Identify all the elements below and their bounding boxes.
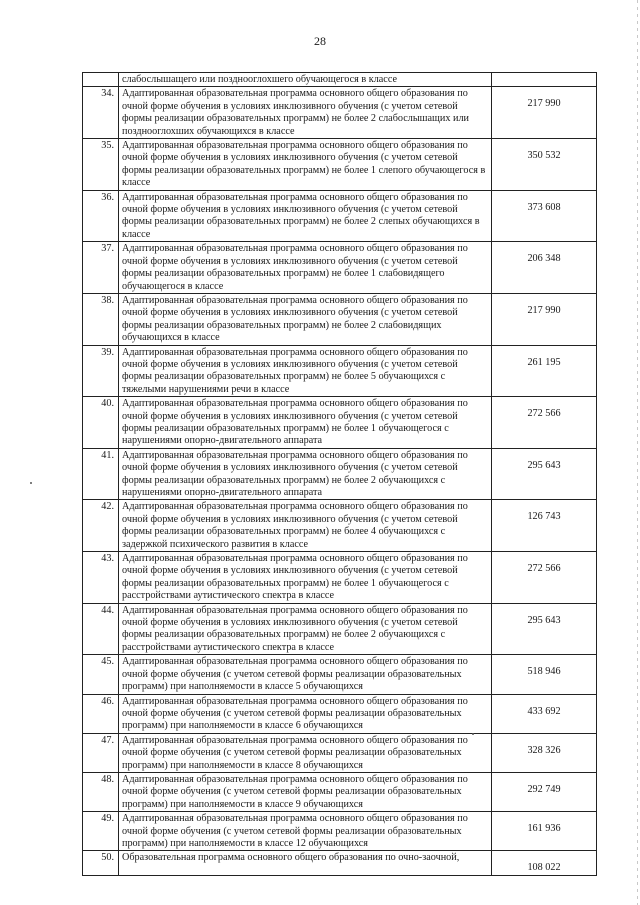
program-description: Адаптированная образовательная программа основного общего образования по очной форме обучения в условиях инклюзивного обучения (с учетом сетевой формы реализации образовательных программ) не более 1 обучающегося с нарушениями опорно-двигательного аппарата — [119, 397, 492, 449]
cost-value — [492, 603, 597, 655]
cost-value — [492, 293, 597, 345]
program-description: Адаптированная образовательная программа основного общего образования по очной форме обучения (с учетом сетевой формы реализации образовательных программ) при наполняемости в классе 9 обучающихся — [119, 772, 492, 811]
program-description: Адаптированная образовательная программа основного общего образования по очной форме обучения (с учетом сетевой формы реализации образовательных программ) при наполняемости в классе 8 обучающихся — [119, 733, 492, 772]
scan-speck — [30, 482, 32, 484]
table-row — [83, 242, 597, 294]
row-number: 42. — [83, 500, 119, 552]
cost-value-text: 161 936 — [527, 823, 561, 835]
page-number: 28 — [314, 34, 326, 48]
table-row — [83, 397, 597, 449]
table-row — [83, 190, 597, 242]
table-row — [83, 655, 597, 694]
table-row — [83, 552, 597, 604]
row-number: 48. — [83, 772, 119, 811]
cost-value — [492, 190, 597, 242]
program-description: Адаптированная образовательная программа основного общего образования по очной форме обучения в условиях инклюзивного обучения (с учетом сетевой формы реализации образовательных программ) не более 4 обучающихся с задержкой психического развития в классе — [119, 500, 492, 552]
cost-value-text: 295 643 — [527, 614, 561, 626]
table-row — [83, 500, 597, 552]
row-number — [83, 73, 119, 87]
row-number: 50. — [83, 851, 119, 875]
cost-value — [492, 772, 597, 811]
table-row — [83, 812, 597, 851]
table-body — [83, 73, 597, 876]
table-row — [83, 603, 597, 655]
cost-value — [492, 139, 597, 191]
tariff-table — [82, 72, 597, 876]
row-number: 37. — [83, 242, 119, 294]
row-number: 44. — [83, 603, 119, 655]
program-description: Адаптированная образовательная программа основного общего образования по очной форме обучения в условиях инклюзивного обучения (с учетом сетевой формы реализации образовательных программ) не более 1 слепого обучающегося в классе — [119, 139, 492, 191]
table-row — [83, 345, 597, 397]
cost-value-text: 272 566 — [527, 408, 561, 420]
cost-value — [492, 694, 597, 733]
cost-value — [492, 397, 597, 449]
program-description: Адаптированная образовательная программа основного общего образования по очной форме обучения в условиях инклюзивного обучения (с учетом сетевой формы реализации образовательных программ) не более 2 обучающихся с нарушениями опорно-двигательного аппарата — [119, 448, 492, 500]
cost-value-text: 126 743 — [527, 511, 561, 523]
table-row — [83, 851, 597, 875]
cost-value — [492, 73, 597, 87]
cost-value-text: 292 749 — [527, 783, 561, 795]
cost-value — [492, 552, 597, 604]
cost-value-text: 295 643 — [527, 459, 561, 471]
table-row — [83, 772, 597, 811]
cost-value — [492, 851, 597, 875]
table-row — [83, 87, 597, 139]
cost-value-text: 217 990 — [527, 98, 561, 110]
table-row — [83, 733, 597, 772]
cost-value-text: 518 946 — [527, 666, 561, 678]
cost-value-text: 433 692 — [527, 705, 561, 717]
program-description: Адаптированная образовательная программа основного общего образования по очной форме обучения в условиях инклюзивного обучения (с учетом сетевой формы реализации образовательных программ) не более 2 слабослышащих или позднооглохших обучающихся в классе — [119, 87, 492, 139]
program-description: Образовательная программа основного общего образования по очно-заочной, — [119, 851, 492, 875]
program-description: Адаптированная образовательная программа основного общего образования по очной форме обучения в условиях инклюзивного обучения (с учетом сетевой формы реализации образовательных программ) не более 2 слепых обучающихся в классе — [119, 190, 492, 242]
row-number: 35. — [83, 139, 119, 191]
program-description: Адаптированная образовательная программа основного общего образования по очной форме обучения в условиях инклюзивного обучения (с учетом сетевой формы реализации образовательных программ) не более 1 слабовидящего обучающегося в классе — [119, 242, 492, 294]
cost-value — [492, 87, 597, 139]
program-description: Адаптированная образовательная программа основного общего образования по очной форме обучения (с учетом сетевой формы реализации образовательных программ) при наполняемости в классе 5 обучающихся — [119, 655, 492, 694]
row-number: 43. — [83, 552, 119, 604]
row-number: 34. — [83, 87, 119, 139]
row-number: 45. — [83, 655, 119, 694]
row-number: 49. — [83, 812, 119, 851]
program-description: Адаптированная образовательная программа основного общего образования по очной форме обучения в условиях инклюзивного обучения (с учетом сетевой формы реализации образовательных программ) не более 5 обучающихся с тяжелыми нарушениями речи в классе — [119, 345, 492, 397]
program-description: Адаптированная образовательная программа основного общего образования по очной форме обучения в условиях инклюзивного обучения (с учетом сетевой формы реализации образовательных программ) не более 1 обучающегося с расстройствами аутистического спектра в классе — [119, 552, 492, 604]
program-description: Адаптированная образовательная программа основного общего образования по очной форме обучения (с учетом сетевой формы реализации образовательных программ) при наполняемости в классе 6 обучающихся — [119, 694, 492, 733]
row-number: 40. — [83, 397, 119, 449]
program-description: слабослышащего или позднооглохшего обучающегося в классе — [119, 73, 492, 87]
cost-value — [492, 242, 597, 294]
cost-value — [492, 500, 597, 552]
table-row — [83, 694, 597, 733]
cost-value-text: 272 566 — [527, 563, 561, 575]
row-number: 41. — [83, 448, 119, 500]
cost-value — [492, 655, 597, 694]
cost-value — [492, 448, 597, 500]
row-number: 39. — [83, 345, 119, 397]
table-row — [83, 293, 597, 345]
cost-value-text: 261 195 — [527, 356, 561, 368]
cost-value-text: 373 608 — [527, 201, 561, 213]
row-number: 46. — [83, 694, 119, 733]
program-description: Адаптированная образовательная программа основного общего образования по очной форме обучения (с учетом сетевой формы реализации образовательных программ) при наполняемости в классе 12 обучающихся — [119, 812, 492, 851]
table-row-continuation — [83, 73, 597, 87]
cost-value-text: 217 990 — [527, 304, 561, 316]
cost-value-text: 206 348 — [527, 253, 561, 265]
scan-speck — [472, 733, 474, 735]
scan-edge-artifact — [637, 0, 638, 905]
cost-value-text: 350 532 — [527, 150, 561, 162]
cost-value — [492, 733, 597, 772]
row-number: 38. — [83, 293, 119, 345]
cost-value-text: 328 326 — [527, 744, 561, 756]
program-description: Адаптированная образовательная программа основного общего образования по очной форме обучения в условиях инклюзивного обучения (с учетом сетевой формы реализации образовательных программ) не более 2 слабовидящих обучающихся в классе — [119, 293, 492, 345]
program-description: Адаптированная образовательная программа основного общего образования по очной форме обучения в условиях инклюзивного обучения (с учетом сетевой формы реализации образовательных программ) не более 2 обучающихся с расстройствами аутистического спектра в классе — [119, 603, 492, 655]
cost-value — [492, 345, 597, 397]
row-number: 36. — [83, 190, 119, 242]
cost-value-text: 108 022 — [527, 862, 561, 874]
row-number: 47. — [83, 733, 119, 772]
cost-value — [492, 812, 597, 851]
table-row — [83, 448, 597, 500]
table-row — [83, 139, 597, 191]
